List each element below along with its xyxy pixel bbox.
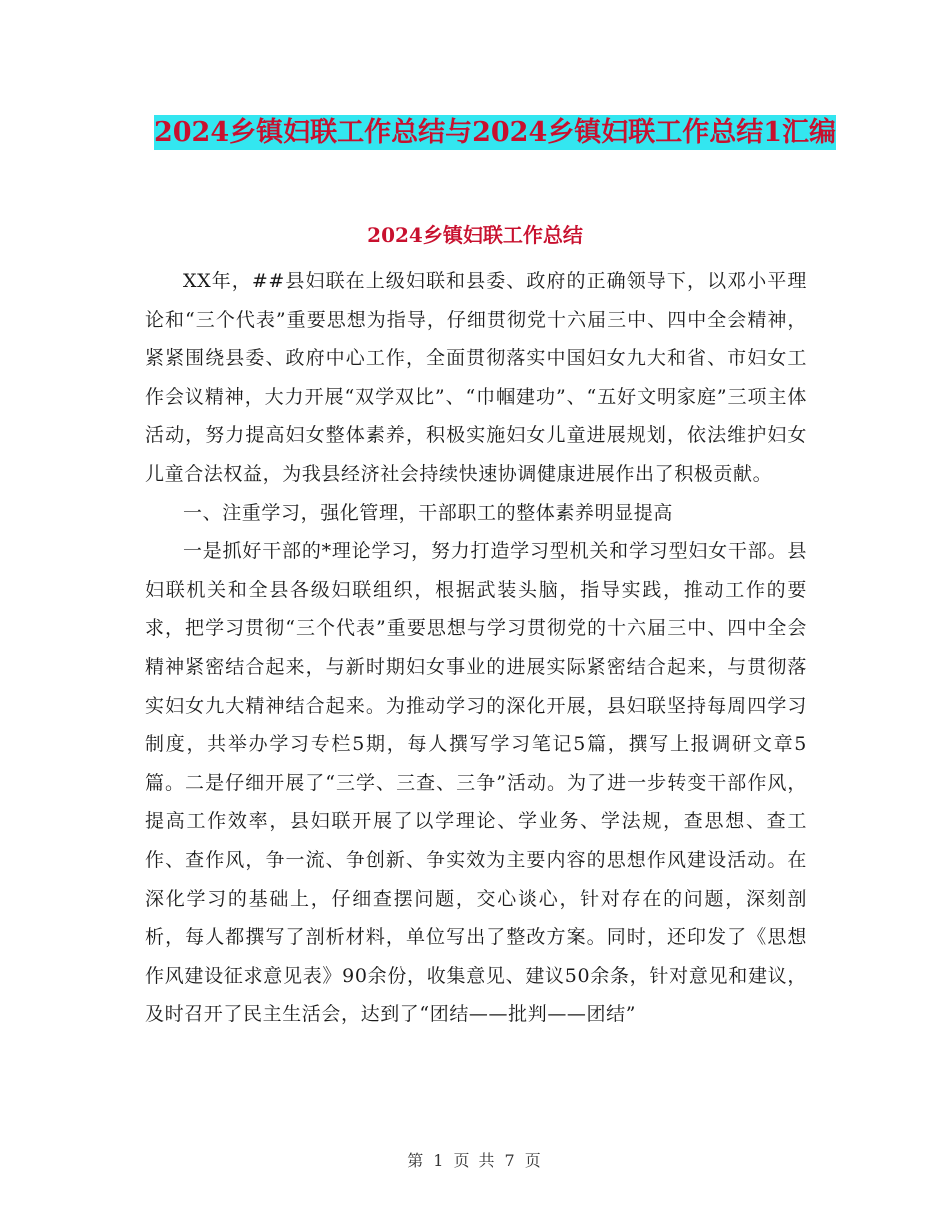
footer-page-number: 1 <box>433 1151 446 1170</box>
footer-total-pages: 7 <box>504 1151 517 1170</box>
section-title: 2024乡镇妇联工作总结 <box>367 223 583 247</box>
footer-prefix: 第 <box>407 1151 426 1170</box>
footer-middle: 页 共 <box>453 1151 497 1170</box>
paragraph-intro: XX年，##县妇联在上级妇联和县委、政府的正确领导下，以邓小平理论和“三个代表”重要思想为指导，仔细贯彻党十六届三中、四中全会精神，紧紧围绕县委、政府中心工作，全面贯彻落实中国妇女九大和省、市妇女工作会议精神，大力开展“双学双比”、“巾帼建功”、“五好文明家庭”三项主体活动，努力提高妇女整体素养，积极实施妇女儿童进展规划，依法维护妇女儿童合法权益，为我县经济社会持续快速协调健康进展作出了积极贡献。 <box>145 270 807 485</box>
paragraph-study: 一是抓好干部的*理论学习，努力打造学习型机关和学习型妇女干部。县妇联机关和全县各级妇联组织，根据武装头脑，指导实践，推动工作的要求，把学习贯彻“三个代表”重要思想与学习贯彻党的十六届三中、四中全会精神紧密结合起来，与新时期妇女事业的进展实际紧密结合起来，与贯彻落实妇女九大精神结合起来。为推动学习的深化开展，县妇联坚持每周四学习制度，共举办学习专栏5期，每人撰写学习笔记5篇，撰写上报调研文章5篇。二是仔细开展了“三学、三查、三争”活动。为了进一步转变干部作风，提高工作效率，县妇联开展了以学理论、学业务、学法规，查思想、查工作、查作风，争一流、争创新、争实效为主要内容的思想作风建设活动。在深化学习的基础上，仔细查摆问题，交心谈心，针对存在的问题，深刻剖析，每人都撰写了剖析材料，单位写出了整改方案。同时，还印发了《思想作风建设征求意见表》90余份，收集意见、建议50余条，针对意见和建议，及时召开了民主生活会，达到了“团结——批判——团结” <box>145 540 807 1026</box>
footer-suffix: 页 <box>524 1151 543 1170</box>
document-title-text: 2024乡镇妇联工作总结与2024乡镇妇联工作总结1汇编 <box>153 117 837 148</box>
document-title <box>145 110 845 156</box>
paragraph-heading-1: 一、注重学习，强化管理，干部职工的整体素养明显提高 <box>183 501 674 524</box>
page-footer <box>0 1148 950 1171</box>
document-body <box>145 262 807 1034</box>
